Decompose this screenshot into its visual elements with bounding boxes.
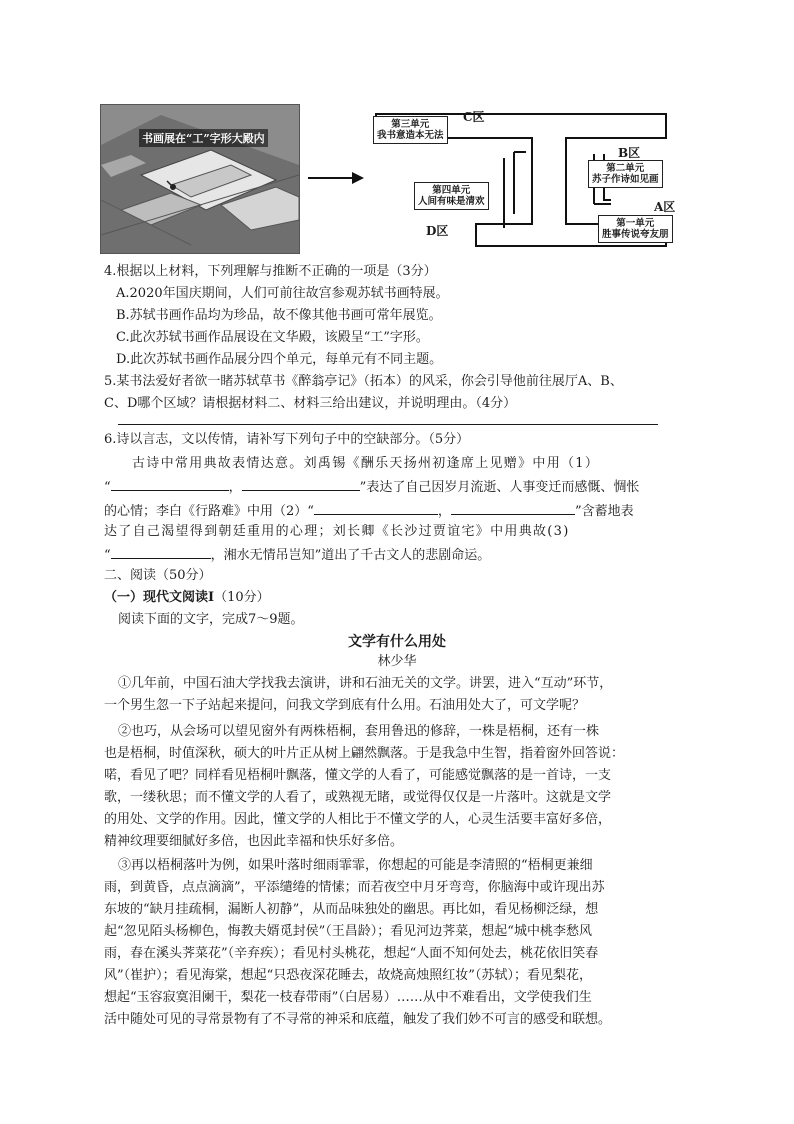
section2-sub-bold: （一）现代文阅读Ⅰ bbox=[104, 590, 215, 605]
article-line: ②也巧，从会场可以望见窗外有两株梧桐，套用鲁迅的修辞，一株是梧桐，还有一株 bbox=[118, 724, 600, 739]
q6-comma-2: ， bbox=[437, 504, 451, 519]
zone-d: D区 bbox=[426, 224, 449, 238]
q5-line2: C、D哪个区域？请根据材料二、材料三给出建议，并说明理由。（4分） bbox=[104, 396, 517, 411]
q6-blank-1b[interactable] bbox=[242, 478, 360, 491]
article-line: 精神纹理要细腻好多倍，也因此幸福和快乐好多倍。 bbox=[104, 834, 404, 849]
article-line: 起“忽见陌头杨柳色，悔教夫婿觅封侯”（王昌龄）；看见河边荠菜，想起“城中桃李愁风 bbox=[104, 924, 592, 939]
article-line: ①几年前，中国石油大学找我去演讲，讲和石油无关的文学。讲罢，进入“互动”环节， bbox=[118, 676, 613, 691]
q5-line1: 5.某书法爱好者欲一睹苏轼草书《醉翁亭记》（拓本）的风采，你会引导他前往展厅A、B、 bbox=[104, 374, 623, 389]
q6-line4: 达了自己渴望得到朝廷重用的心理；刘长卿《长沙过贾谊宅》中用典故(3) bbox=[104, 524, 570, 539]
q6-line5-rest: ，湘水无情吊岂知”道出了千古文人的悲剧命运。 bbox=[210, 548, 491, 563]
article-line: 的用处、文学的作用。因此，懂文学的人相比于不懂文学的人，心灵生活要丰富好多倍， bbox=[104, 812, 612, 827]
reading-instruction: 阅读下面的文字，完成7～9题。 bbox=[118, 612, 304, 627]
article-title: 文学有什么用处 bbox=[348, 634, 446, 650]
section2-heading: 二、阅读（50分） bbox=[104, 568, 212, 583]
q4-option-b: B.苏轼书画作品均为珍品，故不像其他书画可常年展览。 bbox=[116, 308, 442, 323]
article-line: 东坡的“缺月挂疏桐，漏断人初静”，从而品味独处的幽思。再比如，看见杨柳泛绿，想 bbox=[104, 902, 599, 917]
unit2-theme: 苏子作诗如见画 bbox=[592, 174, 659, 185]
right-arrow-icon bbox=[308, 170, 364, 186]
q6-line3-end: ”含蓄地表 bbox=[574, 504, 634, 519]
q4-option-d: D.此次苏轼书画作品展分四个单元，每单元有不同主题。 bbox=[116, 352, 443, 367]
q6-line2-rest: ”表达了自己因岁月流逝、人事变迁而感慨、惆怅 bbox=[359, 480, 640, 495]
q6-blank-2b[interactable] bbox=[451, 502, 575, 515]
q4-stem: 4.根据以上材料，下列理解与推断不正确的一项是（3分） bbox=[104, 264, 437, 279]
q6-blank-2a[interactable] bbox=[314, 502, 438, 515]
q6-open-quote-1: “ bbox=[104, 480, 111, 495]
unit1-theme: 胜事传说夸友朋 bbox=[602, 229, 669, 240]
section2-sub-points: （10分） bbox=[214, 590, 270, 605]
q6-comma-1: ， bbox=[228, 480, 242, 495]
unit3-theme: 我书意造本无法 bbox=[377, 130, 444, 141]
article-line: 一个男生忽一下子站起来提问，问我文学到底有什么用。石油用处大了，可文学呢？ bbox=[104, 698, 586, 713]
q6-blank-3[interactable] bbox=[111, 546, 211, 559]
article-line: 也是梧桐，时值深秋，硕大的叶片正从树上翩然飘落。于是我急中生智，指着窗外回答说： bbox=[104, 746, 625, 761]
unit4-title: 第四单元 bbox=[432, 185, 471, 196]
article-line: 雨，到黄昏，点点滴滴”，平添缱绻的情愫；而若夜空中月牙弯弯，你脑海中或许现出苏 bbox=[104, 880, 605, 895]
article-line: 歌，一缕秋思；而不懂文学的人看了，或熟视无睹，或觉得仅仅是一片落叶。这就是文学 bbox=[104, 790, 612, 805]
q6-line3 bbox=[104, 502, 634, 520]
unit3-title: 第三单元 bbox=[391, 119, 430, 130]
zone-b: B区 bbox=[618, 146, 641, 160]
article-line: 想起“玉容寂寞泪阑干，梨花一枝春带雨”（白居易）……从中不难看出，文学使我们生 bbox=[104, 990, 592, 1005]
unit1-title: 第一单元 bbox=[616, 218, 655, 229]
q6-line3-start: 的心情；李白《行路难》中用（2）“ bbox=[104, 504, 314, 519]
q4-option-c: C.此次苏轼书画作品展设在文华殿，该殿呈“工”字形。 bbox=[116, 330, 429, 345]
unit2-label bbox=[588, 160, 663, 188]
section2-subheading bbox=[104, 590, 270, 606]
q5-answer-line[interactable] bbox=[118, 424, 658, 425]
article-author: 林少华 bbox=[377, 654, 417, 669]
zone-c: C区 bbox=[463, 110, 485, 124]
q6-line1: 古诗中常用典故表情达意。刘禹锡《酬乐天扬州初逢席上见赠》中用（1） bbox=[132, 456, 600, 471]
q6-line2 bbox=[104, 478, 639, 496]
unit2-title: 第二单元 bbox=[606, 163, 645, 174]
exhibition-hall-photo bbox=[100, 104, 300, 254]
q6-blank-1a[interactable] bbox=[111, 478, 229, 491]
article-line: 风”（崔护）；看见海棠，想起“只恐夜深花睡去，故烧高烛照红妆”（苏轼）；看见梨花， bbox=[104, 968, 592, 983]
hall-aerial-image bbox=[101, 105, 299, 253]
unit3-label bbox=[373, 116, 448, 144]
unit1-label bbox=[598, 215, 673, 243]
article-line: 雨，春在溪头荠菜花”（辛弃疾）；看见村头桃花，想起“人面不知何处去，桃花依旧笑春 bbox=[104, 946, 599, 961]
article-line: 活中随处可见的寻常景物有了不寻常的神采和底蕴，触发了我们妙不可言的感受和联想。 bbox=[104, 1012, 612, 1027]
zone-a: A区 bbox=[654, 200, 676, 214]
article-line: 喏，看见了吧？同样看见梧桐叶飘落，懂文学的人看了，可能感觉飘落的是一首诗，一支 bbox=[104, 768, 612, 783]
q4-option-a: A.2020年国庆期间，人们可前往故宫参观苏轼书画特展。 bbox=[116, 286, 449, 301]
q6-line5 bbox=[104, 546, 490, 564]
unit4-label bbox=[414, 182, 489, 210]
article-line: ③再以梧桐落叶为例，如果叶落时细雨霏霏，你想起的可能是李清照的“梧桐更兼细 bbox=[118, 858, 593, 873]
unit4-theme: 人间有味是清欢 bbox=[418, 196, 485, 207]
q6-stem: 6.诗以言志，文以传情，请补写下列句子中的空缺部分。（5分） bbox=[104, 432, 470, 447]
photo-caption: 书画展在“工”字形大殿内 bbox=[139, 129, 268, 147]
q6-open-quote-3: “ bbox=[104, 548, 111, 563]
